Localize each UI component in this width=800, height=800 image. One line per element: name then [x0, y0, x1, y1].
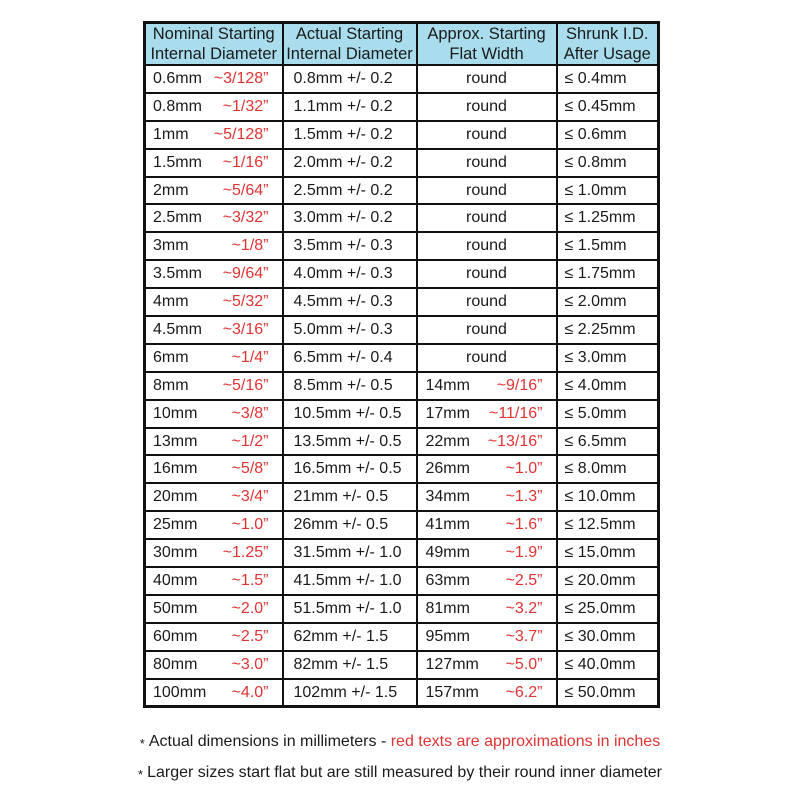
nominal-inch-value: ~5/32” [222, 293, 269, 311]
flat-width-mm-value: 26mm [425, 460, 470, 478]
flat-width-mm-value: 95mm [425, 627, 470, 645]
flat-width-cell [417, 539, 557, 567]
nominal-diameter-cell [145, 121, 283, 149]
nominal-diameter-cell [145, 65, 283, 93]
flat-width-cell [417, 400, 557, 428]
flat-width-mm-value: round [466, 125, 507, 143]
actual-diameter-cell: 21mm +/- 0.5 [283, 483, 417, 511]
actual-diameter-cell: 4.0mm +/- 0.3 [283, 260, 417, 288]
nominal-mm-value: 6mm [153, 348, 189, 366]
flat-width-mm-value: round [466, 320, 507, 338]
flat-width-cell [417, 344, 557, 372]
cell-content [418, 289, 556, 315]
col-header-shrunk-id [557, 23, 659, 66]
table-row [145, 204, 659, 232]
nominal-inch-value: ~5/8” [231, 460, 269, 478]
nominal-inch-value: ~5/16” [222, 376, 269, 394]
nominal-mm-value: 25mm [153, 516, 198, 534]
shrunk-id-cell: ≤ 25.0mm [557, 595, 659, 623]
flat-width-cell [417, 651, 557, 679]
table-row [145, 288, 659, 316]
shrunk-id-cell: ≤ 20.0mm [557, 567, 659, 595]
flat-width-inch-value: ~6.2” [505, 683, 543, 701]
table-row [145, 428, 659, 456]
nominal-diameter-cell [145, 428, 283, 456]
actual-diameter-cell: 10.5mm +/- 0.5 [283, 400, 417, 428]
cell-content [146, 66, 282, 92]
cell-content [418, 429, 556, 455]
nominal-diameter-cell [145, 400, 283, 428]
header-line: Nominal Starting [152, 25, 275, 43]
flat-width-inch-value: ~13/16” [487, 432, 543, 450]
nominal-mm-value: 0.8mm [153, 97, 202, 115]
flat-width-cell [417, 121, 557, 149]
nominal-mm-value: 10mm [153, 404, 198, 422]
cell-content [418, 345, 556, 371]
flat-width-mm-value: round [466, 209, 507, 227]
nominal-diameter-cell [145, 372, 283, 400]
nominal-mm-value: 2mm [153, 181, 189, 199]
table-row [145, 316, 659, 344]
cell-content [146, 233, 282, 259]
table-row [145, 679, 659, 707]
shrunk-id-cell: ≤ 2.0mm [557, 288, 659, 316]
nominal-inch-value: ~5/64” [222, 181, 269, 199]
nominal-inch-value: ~1/4” [231, 348, 269, 366]
cell-content [418, 484, 556, 510]
nominal-diameter-cell [145, 539, 283, 567]
flat-width-mm-value: round [466, 265, 507, 283]
header-line: Approx. Starting [427, 25, 546, 43]
cell-content [418, 261, 556, 287]
nominal-diameter-cell [145, 679, 283, 707]
flat-width-mm-value: round [466, 69, 507, 87]
shrunk-id-cell: ≤ 10.0mm [557, 483, 659, 511]
table-row [145, 65, 659, 93]
nominal-inch-value: ~3/4” [231, 488, 269, 506]
cell-content [146, 317, 282, 343]
shrunk-id-cell: ≤ 30.0mm [557, 623, 659, 651]
shrunk-id-cell: ≤ 50.0mm [557, 679, 659, 707]
nominal-mm-value: 13mm [153, 432, 198, 450]
cell-content [418, 568, 556, 594]
shrunk-id-cell: ≤ 8.0mm [557, 455, 659, 483]
actual-diameter-cell: 82mm +/- 1.5 [283, 651, 417, 679]
cell-content [146, 345, 282, 371]
cell-content [146, 512, 282, 538]
nominal-inch-value: ~2.0” [231, 599, 269, 617]
asterisk-marker: * [138, 767, 144, 782]
flat-width-mm-value: 34mm [425, 488, 470, 506]
flat-width-cell [417, 65, 557, 93]
footnote-text-black: Actual dimensions in millimeters - [148, 733, 391, 750]
flat-width-inch-value: ~5.0” [505, 655, 543, 673]
cell-content [146, 94, 282, 120]
cell-content [418, 540, 556, 566]
shrunk-id-cell: ≤ 1.25mm [557, 204, 659, 232]
shrunk-id-cell: ≤ 0.6mm [557, 121, 659, 149]
table-row [145, 149, 659, 177]
nominal-diameter-cell [145, 455, 283, 483]
flat-width-cell [417, 455, 557, 483]
header-line: Shrunk I.D. [565, 25, 649, 43]
cell-content [418, 624, 556, 650]
nominal-mm-value: 8mm [153, 376, 189, 394]
cell-content [146, 568, 282, 594]
table-row [145, 511, 659, 539]
header-line: Flat Width [449, 45, 524, 63]
flat-width-cell [417, 316, 557, 344]
nominal-diameter-cell [145, 651, 283, 679]
flat-width-inch-value: ~3.7” [505, 627, 543, 645]
actual-diameter-cell: 3.5mm +/- 0.3 [283, 232, 417, 260]
table-row [145, 567, 659, 595]
nominal-inch-value: ~1.0” [231, 516, 269, 534]
nominal-diameter-cell [145, 93, 283, 121]
cell-content [418, 150, 556, 176]
cell-content [146, 122, 282, 148]
flat-width-inch-value: ~1.6” [505, 516, 543, 534]
cell-content [418, 66, 556, 92]
nominal-diameter-cell [145, 260, 283, 288]
flat-width-cell [417, 232, 557, 260]
size-chart [143, 21, 660, 708]
cell-content [146, 596, 282, 622]
shrunk-id-cell: ≤ 0.8mm [557, 149, 659, 177]
cell-content [146, 261, 282, 287]
actual-diameter-cell: 8.5mm +/- 0.5 [283, 372, 417, 400]
cell-content [418, 205, 556, 231]
shrunk-id-cell: ≤ 40.0mm [557, 651, 659, 679]
nominal-mm-value: 2.5mm [153, 209, 202, 227]
nominal-mm-value: 16mm [153, 460, 198, 478]
actual-diameter-cell: 2.5mm +/- 0.2 [283, 177, 417, 205]
nominal-mm-value: 40mm [153, 571, 198, 589]
nominal-inch-value: ~1.25” [222, 544, 269, 562]
actual-diameter-cell: 62mm +/- 1.5 [283, 623, 417, 651]
nominal-diameter-cell [145, 511, 283, 539]
shrunk-id-cell: ≤ 4.0mm [557, 372, 659, 400]
flat-width-mm-value: round [466, 153, 507, 171]
actual-diameter-cell: 5.0mm +/- 0.3 [283, 316, 417, 344]
cell-content [418, 178, 556, 204]
col-header-nominal-diameter [145, 23, 283, 66]
table-row [145, 483, 659, 511]
flat-width-inch-value: ~9/16” [496, 376, 543, 394]
actual-diameter-cell: 31.5mm +/- 1.0 [283, 539, 417, 567]
table-row [145, 344, 659, 372]
cell-content [146, 205, 282, 231]
flat-width-cell [417, 149, 557, 177]
footnote-text-black: Larger sizes start flat but are still measured by their round inner diameter [147, 764, 662, 781]
table-row [145, 372, 659, 400]
cell-content [418, 373, 556, 399]
table-row [145, 400, 659, 428]
actual-diameter-cell: 2.0mm +/- 0.2 [283, 149, 417, 177]
nominal-mm-value: 60mm [153, 627, 198, 645]
flat-width-inch-value: ~11/16” [488, 404, 543, 422]
actual-diameter-cell: 0.8mm +/- 0.2 [283, 65, 417, 93]
flat-width-inch-value: ~1.9” [505, 544, 543, 562]
actual-diameter-cell: 13.5mm +/- 0.5 [283, 428, 417, 456]
nominal-inch-value: ~3/32” [222, 209, 269, 227]
actual-diameter-cell: 51.5mm +/- 1.0 [283, 595, 417, 623]
cell-content [146, 178, 282, 204]
nominal-mm-value: 30mm [153, 544, 198, 562]
nominal-diameter-cell [145, 316, 283, 344]
flat-width-mm-value: 49mm [425, 544, 470, 562]
table-row [145, 93, 659, 121]
table-row [145, 623, 659, 651]
cell-content [418, 680, 556, 706]
flat-width-mm-value: round [466, 97, 507, 115]
table-row [145, 455, 659, 483]
cell-content [146, 429, 282, 455]
actual-diameter-cell: 26mm +/- 0.5 [283, 511, 417, 539]
header-line: Actual Starting [295, 25, 404, 43]
nominal-mm-value: 100mm [153, 683, 207, 701]
nominal-inch-value: ~1.5” [231, 571, 269, 589]
flat-width-cell [417, 623, 557, 651]
flat-width-mm-value: 81mm [425, 599, 470, 617]
nominal-diameter-cell [145, 177, 283, 205]
cell-content [146, 289, 282, 315]
flat-width-mm-value: 14mm [425, 376, 470, 394]
nominal-inch-value: ~4.0” [231, 683, 269, 701]
nominal-diameter-cell [145, 623, 283, 651]
table-row [145, 232, 659, 260]
nominal-inch-value: ~3/8” [231, 404, 269, 422]
flat-width-cell [417, 372, 557, 400]
nominal-mm-value: 4mm [153, 293, 189, 311]
footnote-larger-sizes [0, 764, 800, 782]
cell-content [146, 680, 282, 706]
shrunk-id-cell: ≤ 1.75mm [557, 260, 659, 288]
flat-width-cell [417, 260, 557, 288]
table-header [145, 23, 659, 66]
flat-width-mm-value: 157mm [425, 683, 479, 701]
actual-diameter-cell: 102mm +/- 1.5 [283, 679, 417, 707]
header-line: Internal Diameter [150, 45, 278, 63]
flat-width-cell [417, 93, 557, 121]
cell-content [418, 512, 556, 538]
col-header-actual-diameter [283, 23, 417, 66]
actual-diameter-cell: 6.5mm +/- 0.4 [283, 344, 417, 372]
nominal-mm-value: 0.6mm [153, 69, 202, 87]
nominal-mm-value: 50mm [153, 599, 198, 617]
nominal-diameter-cell [145, 483, 283, 511]
cell-content [146, 373, 282, 399]
flat-width-inch-value: ~1.0” [505, 460, 543, 478]
nominal-inch-value: ~3.0” [231, 655, 269, 673]
shrunk-id-cell: ≤ 15.0mm [557, 539, 659, 567]
shrunk-id-cell: ≤ 5.0mm [557, 400, 659, 428]
flat-width-mm-value: round [466, 293, 507, 311]
nominal-diameter-cell [145, 344, 283, 372]
cell-content [418, 652, 556, 678]
cell-content [146, 624, 282, 650]
flat-width-mm-value: 127mm [425, 655, 479, 673]
shrunk-id-cell: ≤ 12.5mm [557, 511, 659, 539]
table-body [145, 65, 659, 707]
header-line: After Usage [563, 45, 651, 63]
nominal-diameter-cell [145, 149, 283, 177]
footnote-text-red: red texts are approximations in inches [390, 733, 661, 750]
nominal-mm-value: 3mm [153, 237, 189, 255]
flat-width-cell [417, 679, 557, 707]
actual-diameter-cell: 4.5mm +/- 0.3 [283, 288, 417, 316]
nominal-diameter-cell [145, 567, 283, 595]
cell-content [418, 596, 556, 622]
flat-width-cell [417, 177, 557, 205]
cell-content [418, 94, 556, 120]
shrunk-id-cell: ≤ 0.45mm [557, 93, 659, 121]
nominal-mm-value: 1mm [153, 125, 189, 143]
shrunk-id-cell: ≤ 2.25mm [557, 316, 659, 344]
nominal-inch-value: ~1/2” [231, 432, 269, 450]
flat-width-cell [417, 567, 557, 595]
cell-content [146, 484, 282, 510]
nominal-diameter-cell [145, 232, 283, 260]
flat-width-inch-value: ~1.3” [505, 488, 543, 506]
shrunk-id-cell: ≤ 0.4mm [557, 65, 659, 93]
flat-width-cell [417, 595, 557, 623]
nominal-diameter-cell [145, 204, 283, 232]
nominal-inch-value: ~1/8” [231, 237, 269, 255]
flat-width-mm-value: 22mm [425, 432, 470, 450]
nominal-diameter-cell [145, 288, 283, 316]
cell-content [146, 456, 282, 482]
nominal-inch-value: ~5/128” [213, 125, 269, 143]
nominal-inch-value: ~3/16” [222, 320, 269, 338]
flat-width-mm-value: round [466, 348, 507, 366]
nominal-mm-value: 1.5mm [153, 153, 202, 171]
shrunk-id-cell: ≤ 1.0mm [557, 177, 659, 205]
cell-content [146, 540, 282, 566]
nominal-inch-value: ~3/128” [213, 69, 269, 87]
actual-diameter-cell: 41.5mm +/- 1.0 [283, 567, 417, 595]
flat-width-inch-value: ~3.2” [505, 599, 543, 617]
header-row [145, 23, 659, 66]
cell-content [418, 122, 556, 148]
flat-width-inch-value: ~2.5” [505, 571, 543, 589]
shrunk-id-cell: ≤ 6.5mm [557, 428, 659, 456]
shrunk-id-cell: ≤ 1.5mm [557, 232, 659, 260]
cell-content [418, 456, 556, 482]
table-row [145, 177, 659, 205]
flat-width-mm-value: 63mm [425, 571, 470, 589]
nominal-inch-value: ~1/16” [222, 153, 269, 171]
nominal-inch-value: ~2.5” [231, 627, 269, 645]
cell-content [418, 233, 556, 259]
actual-diameter-cell: 1.5mm +/- 0.2 [283, 121, 417, 149]
nominal-inch-value: ~9/64” [222, 265, 269, 283]
asterisk-marker: * [139, 736, 145, 751]
flat-width-cell [417, 483, 557, 511]
cell-content [418, 401, 556, 427]
cell-content [418, 317, 556, 343]
actual-diameter-cell: 1.1mm +/- 0.2 [283, 93, 417, 121]
flat-width-cell [417, 288, 557, 316]
col-header-flat-width [417, 23, 557, 66]
flat-width-cell [417, 204, 557, 232]
actual-diameter-cell: 3.0mm +/- 0.2 [283, 204, 417, 232]
table-row [145, 595, 659, 623]
flat-width-mm-value: round [466, 181, 507, 199]
table-row [145, 651, 659, 679]
nominal-mm-value: 20mm [153, 488, 198, 506]
nominal-diameter-cell [145, 595, 283, 623]
nominal-inch-value: ~1/32” [222, 97, 269, 115]
flat-width-cell [417, 511, 557, 539]
table-row [145, 260, 659, 288]
cell-content [146, 150, 282, 176]
cell-content [146, 652, 282, 678]
nominal-mm-value: 4.5mm [153, 320, 202, 338]
shrunk-id-cell: ≤ 3.0mm [557, 344, 659, 372]
flat-width-mm-value: 41mm [425, 516, 470, 534]
table-row [145, 121, 659, 149]
actual-diameter-cell: 16.5mm +/- 0.5 [283, 455, 417, 483]
flat-width-mm-value: 17mm [425, 404, 470, 422]
nominal-mm-value: 3.5mm [153, 265, 202, 283]
cell-content [146, 401, 282, 427]
table-row [145, 539, 659, 567]
flat-width-cell [417, 428, 557, 456]
footnote-dimensions [0, 733, 800, 751]
nominal-mm-value: 80mm [153, 655, 198, 673]
header-line: Internal Diameter [286, 45, 413, 63]
size-chart-table [143, 21, 660, 708]
flat-width-mm-value: round [466, 237, 507, 255]
